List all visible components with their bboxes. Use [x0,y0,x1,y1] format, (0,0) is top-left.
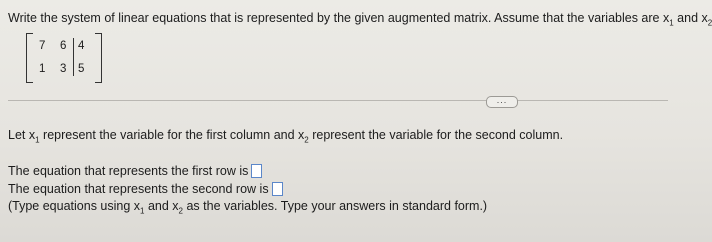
matrix-cell: 1 [39,63,46,75]
second-row-label: The equation that represents the second row is [8,182,269,196]
matrix-augment-bar [73,38,74,76]
question-and: and x [673,11,708,25]
question-prompt [8,11,712,28]
var1-subscript: 1 [140,206,145,216]
matrix-left-bracket [26,33,33,83]
first-row-answer-input[interactable] [251,164,262,178]
second-row-prompt [8,182,283,196]
var2-subscript: 2 [304,135,309,145]
instruction-text: represent the variable for the second column. [308,128,564,142]
var1-subscript: 1 [669,18,674,28]
instruction-text: Let x [8,128,36,142]
matrix-cell: 4 [78,40,85,52]
matrix-cell: 7 [39,40,46,52]
matrix-right-bracket [95,33,102,83]
instruction-text: represent the variable for the first column and x [39,128,305,142]
var2-subscript: 2 [178,206,183,216]
var2-subscript: 2 [707,18,712,28]
note-text: as the variables. Type your answers in standard form.) [183,199,488,213]
question-prefix: Write the system of linear equations that is represented by the given augmented matrix. Assume that the variables are x [8,11,670,25]
var1-subscript: 1 [35,135,40,145]
matrix-cell: 5 [78,63,85,75]
section-divider [8,100,668,101]
augmented-matrix [26,33,102,83]
note-text: and x [144,199,179,213]
expand-more-button[interactable]: ... [486,96,518,108]
note-text: (Type equations using x [8,199,141,213]
matrix-cell: 3 [60,63,67,75]
second-row-answer-input[interactable] [272,182,283,196]
matrix-cell: 6 [60,40,67,52]
variable-instruction [8,128,564,145]
first-row-prompt [8,164,262,178]
first-row-label: The equation that represents the first row is [8,164,249,178]
answer-format-note [8,199,488,216]
